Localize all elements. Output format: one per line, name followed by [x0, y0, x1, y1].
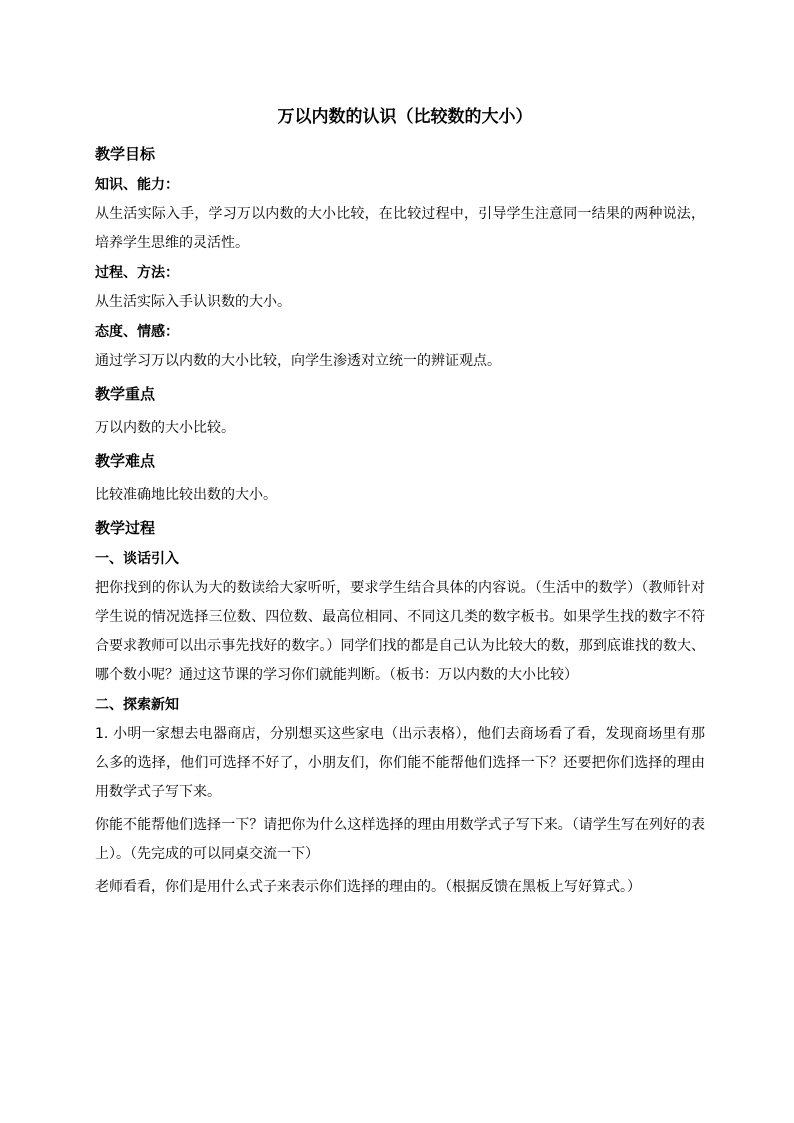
part2-paragraph-2: 你能不能帮他们选择一下？请把你为什么这样选择的理由用数学式子写下来。（请学生写在列好的表上）。（先完成的可以同桌交流一下） — [95, 817, 705, 862]
key-points-text: 万以内数的大小比较。 — [95, 420, 235, 436]
process-method-heading: 过程、方法： — [95, 265, 179, 281]
difficulties-text: 比较准确地比较出数的大小。 — [95, 487, 277, 503]
attitude-heading: 态度、情感： — [95, 324, 179, 340]
difficulties-heading: 教学难点 — [95, 452, 156, 470]
part2-paragraph-3: 老师看看，你们是用什么式子来表示你们选择的理由的。（根据反馈在黑板上写好算式。） — [95, 879, 641, 895]
document-page — [95, 104, 705, 906]
key-points-heading: 教学重点 — [95, 385, 156, 403]
knowledge-text: 从生活实际入手，学习万以内数的大小比较，在比较过程中，引导学生注意同一结果的两种说法，培养学生思维的灵活性。 — [95, 206, 705, 251]
document-title: 万以内数的认识（比较数的大小） — [277, 107, 533, 127]
part2-paragraph-1: 1. 小明一家想去电器商店，分别想买这些家电（出示表格），他们去商场看了看，发现商场里有那么多的选择，他们可选择不好了，小朋友们，你们能不能帮他们选择一下？还要把你们选择的理由用数学式子写下来。 — [95, 726, 705, 800]
attitude-text: 通过学习万以内数的大小比较，向学生渗透对立统一的辨证观点。 — [95, 353, 501, 369]
part1-heading: 一、谈话引入 — [95, 551, 179, 567]
part2-heading: 二、探索新知 — [95, 697, 179, 713]
knowledge-heading: 知识、能力： — [95, 177, 179, 193]
part1-text: 把你找到的你认为大的数读给大家听听，要求学生结合具体的内容说。（生活中的数学）（教师针对学生说的情况选择三位数、四位数、最高位相同、不同这几类的数字板书。如果学生找的数字不符合要求教师可以出示事先找好的数字。）同学们找的都是自己认为比较大的数，那到底谁找的数大、哪个数小呢？通过这节课的学习你们就能判断。（板书：万以内数的大小比较） — [95, 580, 705, 683]
teaching-process-heading: 教学过程 — [95, 519, 156, 537]
process-method-text: 从生活实际入手认识数的大小。 — [95, 294, 291, 310]
objectives-heading: 教学目标 — [95, 145, 156, 163]
